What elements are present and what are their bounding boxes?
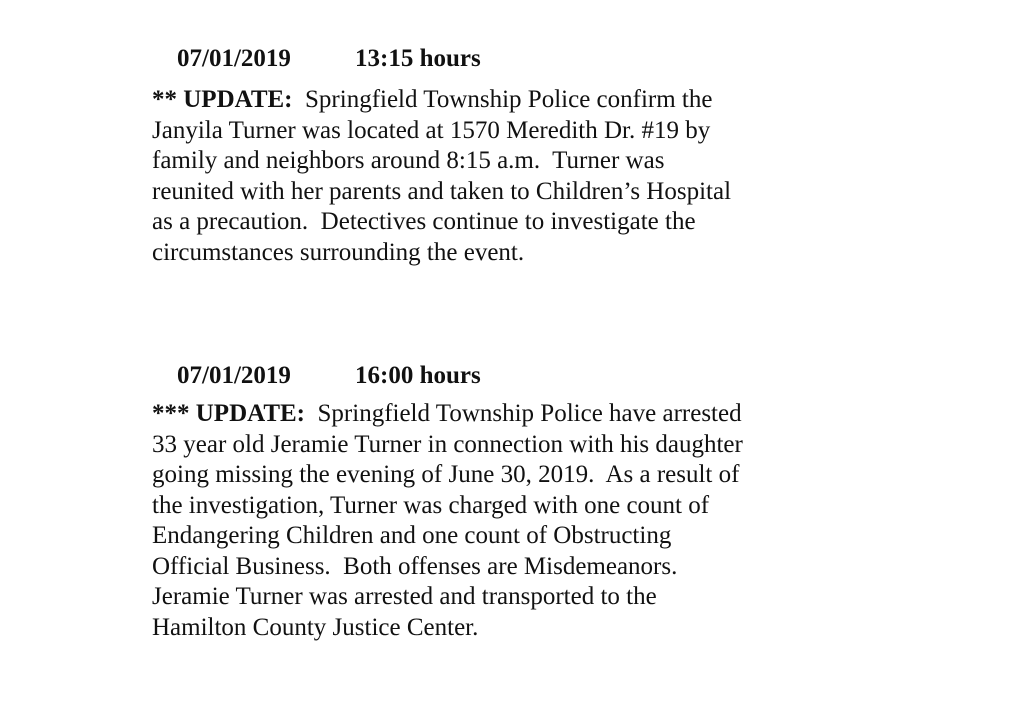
update-label: ** UPDATE:: [152, 86, 293, 113]
update-line: the investigation, Turner was charged with one count of: [152, 491, 710, 519]
update-label: *** UPDATE:: [152, 400, 306, 427]
update-paragraph-1: [152, 85, 731, 268]
timestamp-date: 07/01/2019: [177, 45, 291, 72]
timestamp-time: 13:15 hours: [355, 45, 481, 72]
update-line: circumstances surrounding the event.: [152, 238, 525, 266]
update-line: Endangering Children and one count of Obstructing: [152, 522, 672, 549]
update-line: ** UPDATE: Springfield Township Police confirm the: [152, 86, 713, 113]
update-paragraph-2: [152, 399, 743, 643]
update-line: Hamilton County Justice Center.: [152, 613, 479, 641]
update-line: *** UPDATE: Springfield Township Police have arrested: [152, 400, 742, 427]
update-line: Jeramie Turner was arrested and transported to the: [152, 583, 657, 610]
update-line: Janyila Turner was located at 1570 Meredith Dr. #19 by: [152, 116, 711, 144]
update-line: family and neighbors around 8:15 a.m. Turner was: [152, 147, 665, 174]
timestamp-time: 16:00 hours: [355, 362, 481, 389]
update-line: as a precaution. Detectives continue to investigate the: [152, 208, 696, 235]
update-line: Official Business. Both offenses are Misdemeanors.: [152, 552, 678, 580]
update-line: reunited with her parents and taken to Children’s Hospital: [152, 177, 732, 205]
update-line: 33 year old Jeramie Turner in connection with his daughter: [152, 430, 743, 458]
timestamp-date: 07/01/2019: [177, 362, 291, 389]
update-line: going missing the evening of June 30, 2019. As a result of: [152, 461, 740, 488]
